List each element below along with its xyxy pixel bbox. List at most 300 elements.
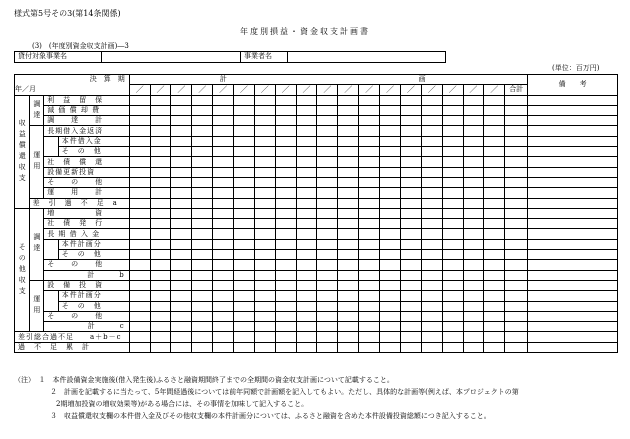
value-cell[interactable] (171, 126, 192, 136)
value-cell[interactable] (234, 322, 255, 332)
value-cell[interactable] (463, 157, 484, 167)
value-cell[interactable] (338, 260, 359, 270)
value-cell[interactable] (192, 291, 213, 301)
value-cell[interactable] (275, 198, 296, 208)
value-cell[interactable] (150, 229, 171, 239)
value-cell[interactable] (150, 136, 171, 146)
value-cell[interactable] (192, 126, 213, 136)
value-cell[interactable] (192, 177, 213, 187)
value-cell[interactable] (421, 311, 442, 321)
value-cell[interactable] (317, 250, 338, 260)
value-cell[interactable] (359, 332, 380, 342)
value-cell[interactable] (213, 147, 234, 157)
value-cell[interactable] (463, 301, 484, 311)
value-cell[interactable] (359, 342, 380, 352)
value-cell[interactable] (254, 167, 275, 177)
value-cell[interactable] (484, 311, 505, 321)
value-cell[interactable] (192, 198, 213, 208)
value-cell[interactable] (338, 301, 359, 311)
value-cell[interactable] (275, 250, 296, 260)
value-cell[interactable] (505, 116, 528, 126)
value-cell[interactable] (484, 239, 505, 249)
value-cell[interactable] (505, 332, 528, 342)
value-cell[interactable] (171, 229, 192, 239)
value-cell[interactable] (129, 167, 150, 177)
value-cell[interactable] (296, 105, 317, 115)
value-cell[interactable] (400, 260, 421, 270)
value-cell[interactable] (213, 322, 234, 332)
value-cell[interactable] (129, 229, 150, 239)
value-cell[interactable] (400, 342, 421, 352)
value-cell[interactable] (528, 260, 618, 270)
value-cell[interactable] (338, 332, 359, 342)
value-cell[interactable] (234, 136, 255, 146)
value-cell[interactable] (359, 188, 380, 198)
value-cell[interactable] (505, 198, 528, 208)
value-cell[interactable] (129, 270, 150, 280)
value-cell[interactable] (234, 157, 255, 167)
value-cell[interactable] (338, 95, 359, 105)
value-cell[interactable] (317, 270, 338, 280)
value-cell[interactable] (442, 301, 463, 311)
value-cell[interactable] (254, 332, 275, 342)
value-cell[interactable] (505, 342, 528, 352)
value-cell[interactable] (359, 126, 380, 136)
value-cell[interactable] (317, 136, 338, 146)
value-cell[interactable] (254, 270, 275, 280)
value-cell[interactable] (338, 280, 359, 290)
value-cell[interactable] (505, 208, 528, 218)
value-cell[interactable] (463, 136, 484, 146)
value-cell[interactable] (528, 239, 618, 249)
value-cell[interactable] (254, 177, 275, 187)
value-cell[interactable] (213, 177, 234, 187)
value-cell[interactable] (442, 322, 463, 332)
value-cell[interactable] (296, 116, 317, 126)
value-cell[interactable] (129, 342, 150, 352)
value-cell[interactable] (380, 198, 401, 208)
value-cell[interactable] (421, 322, 442, 332)
value-cell[interactable] (192, 332, 213, 342)
value-cell[interactable] (150, 260, 171, 270)
value-cell[interactable] (275, 219, 296, 229)
value-cell[interactable] (442, 177, 463, 187)
value-cell[interactable] (150, 177, 171, 187)
value-cell[interactable] (213, 188, 234, 198)
value-cell[interactable] (192, 116, 213, 126)
value-cell[interactable] (296, 126, 317, 136)
value-cell[interactable] (484, 322, 505, 332)
value-cell[interactable] (505, 105, 528, 115)
value-cell[interactable] (275, 301, 296, 311)
value-cell[interactable] (254, 219, 275, 229)
value-cell[interactable] (275, 136, 296, 146)
value-cell[interactable] (380, 342, 401, 352)
value-cell[interactable] (421, 270, 442, 280)
value-cell[interactable] (505, 291, 528, 301)
value-cell[interactable] (505, 239, 528, 249)
value-cell[interactable] (254, 239, 275, 249)
value-cell[interactable] (421, 332, 442, 342)
value-cell[interactable] (338, 116, 359, 126)
value-cell[interactable] (380, 260, 401, 270)
value-cell[interactable] (400, 167, 421, 177)
value-cell[interactable] (213, 126, 234, 136)
value-cell[interactable] (528, 116, 618, 126)
value-cell[interactable] (421, 291, 442, 301)
value-cell[interactable] (254, 291, 275, 301)
value-cell[interactable] (150, 188, 171, 198)
value-cell[interactable] (484, 177, 505, 187)
value-cell[interactable] (213, 219, 234, 229)
value-cell[interactable] (234, 147, 255, 157)
value-cell[interactable] (338, 291, 359, 301)
value-cell[interactable] (380, 105, 401, 115)
value-cell[interactable] (254, 198, 275, 208)
value-cell[interactable] (338, 105, 359, 115)
value-cell[interactable] (150, 105, 171, 115)
value-cell[interactable] (296, 270, 317, 280)
value-cell[interactable] (359, 105, 380, 115)
value-cell[interactable] (254, 280, 275, 290)
value-cell[interactable] (296, 311, 317, 321)
value-cell[interactable] (484, 188, 505, 198)
value-cell[interactable] (442, 250, 463, 260)
value-cell[interactable] (129, 147, 150, 157)
value-cell[interactable] (234, 116, 255, 126)
value-cell[interactable] (129, 219, 150, 229)
value-cell[interactable] (234, 188, 255, 198)
value-cell[interactable] (171, 260, 192, 270)
value-cell[interactable] (421, 208, 442, 218)
value-cell[interactable] (317, 219, 338, 229)
value-cell[interactable] (234, 126, 255, 136)
value-cell[interactable] (254, 147, 275, 157)
value-cell[interactable] (463, 198, 484, 208)
value-cell[interactable] (505, 157, 528, 167)
value-cell[interactable] (129, 239, 150, 249)
value-cell[interactable] (463, 116, 484, 126)
value-cell[interactable] (421, 250, 442, 260)
value-cell[interactable] (213, 95, 234, 105)
value-cell[interactable] (275, 147, 296, 157)
value-cell[interactable] (171, 105, 192, 115)
value-cell[interactable] (234, 280, 255, 290)
value-cell[interactable] (296, 167, 317, 177)
value-cell[interactable] (400, 270, 421, 280)
value-cell[interactable] (400, 136, 421, 146)
value-cell[interactable] (380, 270, 401, 280)
value-cell[interactable] (400, 198, 421, 208)
value-cell[interactable] (129, 280, 150, 290)
value-cell[interactable] (400, 157, 421, 167)
value-cell[interactable] (213, 167, 234, 177)
value-cell[interactable] (528, 270, 618, 280)
value-cell[interactable] (317, 239, 338, 249)
value-cell[interactable] (359, 239, 380, 249)
value-cell[interactable] (171, 301, 192, 311)
value-cell[interactable] (317, 291, 338, 301)
value-cell[interactable] (400, 322, 421, 332)
value-cell[interactable] (129, 301, 150, 311)
value-cell[interactable] (484, 116, 505, 126)
value-cell[interactable] (528, 342, 618, 352)
value-cell[interactable] (442, 95, 463, 105)
value-cell[interactable] (380, 291, 401, 301)
value-cell[interactable] (505, 188, 528, 198)
value-cell[interactable] (400, 208, 421, 218)
value-cell[interactable] (442, 126, 463, 136)
value-cell[interactable] (528, 229, 618, 239)
value-cell[interactable] (400, 280, 421, 290)
value-cell[interactable] (528, 311, 618, 321)
value-cell[interactable] (254, 105, 275, 115)
value-cell[interactable] (213, 229, 234, 239)
value-cell[interactable] (192, 105, 213, 115)
value-cell[interactable] (213, 270, 234, 280)
value-cell[interactable] (317, 260, 338, 270)
value-cell[interactable] (484, 126, 505, 136)
value-cell[interactable] (213, 301, 234, 311)
value-cell[interactable] (463, 322, 484, 332)
value-cell[interactable] (400, 250, 421, 260)
value-cell[interactable] (359, 291, 380, 301)
value-cell[interactable] (528, 167, 618, 177)
value-cell[interactable] (171, 198, 192, 208)
value-cell[interactable] (234, 208, 255, 218)
value-cell[interactable] (380, 157, 401, 167)
value-cell[interactable] (275, 95, 296, 105)
value-cell[interactable] (338, 177, 359, 187)
value-cell[interactable] (129, 177, 150, 187)
value-cell[interactable] (484, 208, 505, 218)
value-cell[interactable] (317, 95, 338, 105)
value-cell[interactable] (484, 136, 505, 146)
value-cell[interactable] (150, 322, 171, 332)
value-cell[interactable] (234, 250, 255, 260)
value-cell[interactable] (150, 280, 171, 290)
value-cell[interactable] (442, 116, 463, 126)
value-cell[interactable] (171, 157, 192, 167)
value-cell[interactable] (359, 250, 380, 260)
value-cell[interactable] (421, 126, 442, 136)
value-cell[interactable] (317, 188, 338, 198)
value-cell[interactable] (421, 239, 442, 249)
value-cell[interactable] (505, 270, 528, 280)
value-cell[interactable] (505, 177, 528, 187)
value-cell[interactable] (129, 116, 150, 126)
value-cell[interactable] (528, 177, 618, 187)
value-cell[interactable] (213, 198, 234, 208)
value-cell[interactable] (234, 105, 255, 115)
value-cell[interactable] (192, 250, 213, 260)
value-cell[interactable] (275, 291, 296, 301)
value-cell[interactable] (254, 136, 275, 146)
value-cell[interactable] (150, 239, 171, 249)
value-cell[interactable] (213, 260, 234, 270)
value-cell[interactable] (171, 177, 192, 187)
value-cell[interactable] (234, 198, 255, 208)
value-cell[interactable] (275, 188, 296, 198)
value-cell[interactable] (463, 105, 484, 115)
value-cell[interactable] (213, 105, 234, 115)
value-cell[interactable] (528, 95, 618, 105)
value-cell[interactable] (129, 311, 150, 321)
value-cell[interactable] (442, 332, 463, 342)
value-cell[interactable] (171, 208, 192, 218)
value-cell[interactable] (275, 239, 296, 249)
value-cell[interactable] (234, 291, 255, 301)
value-cell[interactable] (234, 342, 255, 352)
value-cell[interactable] (463, 219, 484, 229)
value-cell[interactable] (275, 177, 296, 187)
value-cell[interactable] (421, 147, 442, 157)
value-cell[interactable] (150, 126, 171, 136)
value-cell[interactable] (380, 126, 401, 136)
value-cell[interactable] (171, 167, 192, 177)
value-cell[interactable] (317, 167, 338, 177)
value-cell[interactable] (254, 95, 275, 105)
value-cell[interactable] (442, 270, 463, 280)
value-cell[interactable] (150, 167, 171, 177)
value-cell[interactable] (442, 157, 463, 167)
value-cell[interactable] (129, 208, 150, 218)
value-cell[interactable] (254, 260, 275, 270)
value-cell[interactable] (150, 116, 171, 126)
value-cell[interactable] (171, 136, 192, 146)
value-cell[interactable] (528, 332, 618, 342)
value-cell[interactable] (484, 229, 505, 239)
value-cell[interactable] (234, 219, 255, 229)
value-cell[interactable] (463, 239, 484, 249)
value-cell[interactable] (421, 342, 442, 352)
value-cell[interactable] (505, 95, 528, 105)
value-cell[interactable] (484, 219, 505, 229)
value-cell[interactable] (296, 147, 317, 157)
value-cell[interactable] (400, 95, 421, 105)
value-cell[interactable] (129, 260, 150, 270)
value-cell[interactable] (213, 116, 234, 126)
value-cell[interactable] (338, 157, 359, 167)
value-cell[interactable] (338, 167, 359, 177)
value-cell[interactable] (380, 301, 401, 311)
value-cell[interactable] (400, 229, 421, 239)
value-cell[interactable] (150, 198, 171, 208)
value-cell[interactable] (442, 229, 463, 239)
value-cell[interactable] (338, 208, 359, 218)
value-cell[interactable] (442, 147, 463, 157)
value-cell[interactable] (484, 105, 505, 115)
value-cell[interactable] (400, 332, 421, 342)
value-cell[interactable] (463, 280, 484, 290)
value-cell[interactable] (317, 208, 338, 218)
value-cell[interactable] (463, 147, 484, 157)
value-cell[interactable] (528, 157, 618, 167)
value-cell[interactable] (484, 301, 505, 311)
value-cell[interactable] (442, 291, 463, 301)
value-cell[interactable] (296, 291, 317, 301)
value-cell[interactable] (150, 332, 171, 342)
value-cell[interactable] (400, 126, 421, 136)
value-cell[interactable] (254, 116, 275, 126)
value-cell[interactable] (528, 188, 618, 198)
value-cell[interactable] (442, 239, 463, 249)
value-cell[interactable] (505, 260, 528, 270)
value-cell[interactable] (171, 239, 192, 249)
value-cell[interactable] (484, 270, 505, 280)
value-cell[interactable] (150, 291, 171, 301)
value-cell[interactable] (254, 250, 275, 260)
value-cell[interactable] (380, 250, 401, 260)
value-cell[interactable] (192, 219, 213, 229)
value-cell[interactable] (442, 311, 463, 321)
value-cell[interactable] (380, 332, 401, 342)
value-cell[interactable] (442, 260, 463, 270)
value-cell[interactable] (296, 177, 317, 187)
value-cell[interactable] (171, 219, 192, 229)
value-cell[interactable] (317, 301, 338, 311)
value-cell[interactable] (150, 95, 171, 105)
value-cell[interactable] (528, 126, 618, 136)
value-cell[interactable] (213, 250, 234, 260)
value-cell[interactable] (129, 136, 150, 146)
value-cell[interactable] (150, 270, 171, 280)
value-cell[interactable] (296, 342, 317, 352)
value-cell[interactable] (192, 157, 213, 167)
value-cell[interactable] (129, 105, 150, 115)
value-cell[interactable] (129, 188, 150, 198)
value-cell[interactable] (359, 270, 380, 280)
value-cell[interactable] (400, 147, 421, 157)
value-cell[interactable] (317, 126, 338, 136)
value-cell[interactable] (400, 291, 421, 301)
value-cell[interactable] (171, 322, 192, 332)
value-cell[interactable] (484, 198, 505, 208)
value-cell[interactable] (129, 291, 150, 301)
value-cell[interactable] (421, 301, 442, 311)
value-cell[interactable] (150, 250, 171, 260)
value-cell[interactable] (380, 280, 401, 290)
value-cell[interactable] (150, 301, 171, 311)
value-cell[interactable] (296, 250, 317, 260)
value-cell[interactable] (338, 342, 359, 352)
value-cell[interactable] (338, 311, 359, 321)
value-cell[interactable] (129, 126, 150, 136)
value-cell[interactable] (528, 136, 618, 146)
value-cell[interactable] (275, 116, 296, 126)
value-cell[interactable] (380, 188, 401, 198)
value-cell[interactable] (442, 136, 463, 146)
value-cell[interactable] (380, 322, 401, 332)
value-cell[interactable] (338, 250, 359, 260)
value-cell[interactable] (338, 198, 359, 208)
value-cell[interactable] (234, 95, 255, 105)
value-cell[interactable] (380, 116, 401, 126)
value-cell[interactable] (254, 126, 275, 136)
value-cell[interactable] (150, 219, 171, 229)
value-cell[interactable] (421, 177, 442, 187)
value-cell[interactable] (484, 157, 505, 167)
value-cell[interactable] (213, 280, 234, 290)
value-cell[interactable] (528, 301, 618, 311)
value-cell[interactable] (484, 291, 505, 301)
value-cell[interactable] (213, 239, 234, 249)
value-cell[interactable] (275, 280, 296, 290)
value-cell[interactable] (171, 147, 192, 157)
value-cell[interactable] (296, 332, 317, 342)
value-cell[interactable] (192, 239, 213, 249)
value-cell[interactable] (338, 126, 359, 136)
